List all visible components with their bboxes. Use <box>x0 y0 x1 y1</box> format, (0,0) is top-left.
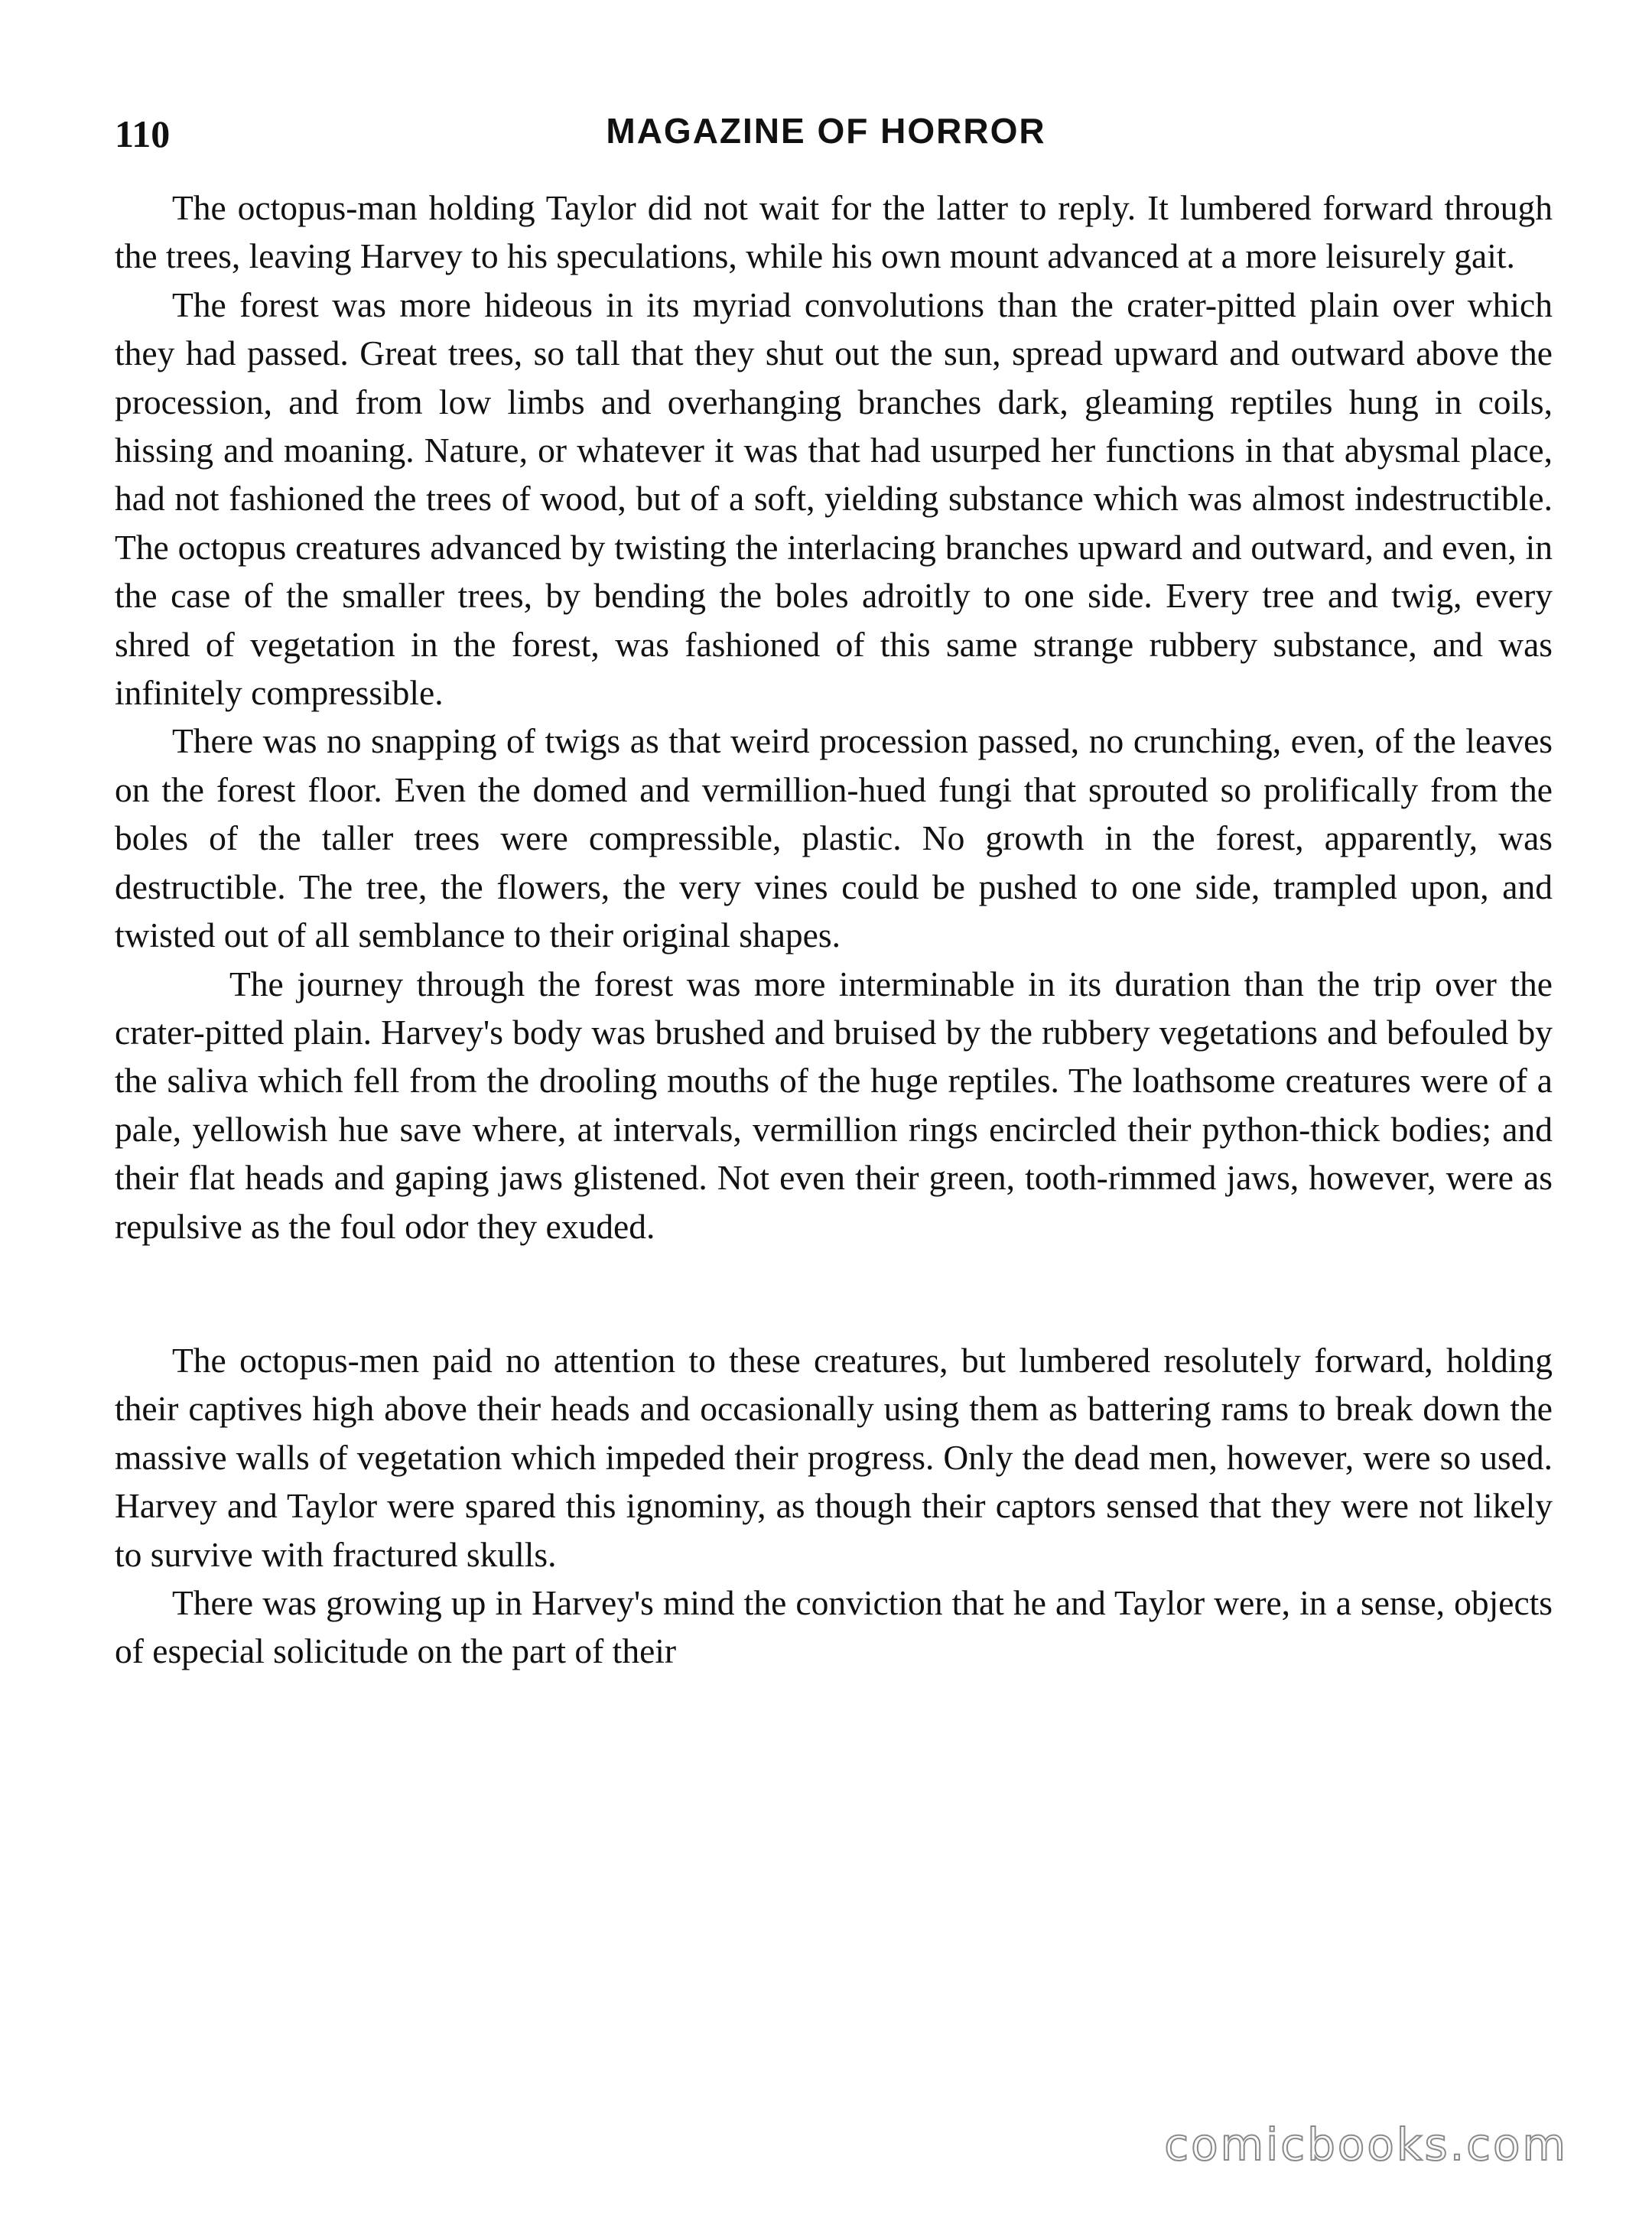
paragraph-1: The octopus-man holding Taylor did not wait for the latter to reply. It lumbered forward through the trees, leaving Harvey to his speculations, while his own mount advanced at a more leisurely gait. <box>115 188 1553 276</box>
paragraph-3: There was no snapping of twigs as that weird procession passed, no crunching, even, of the leaves on the forest floor. Even the domed and vermillion-hued fungi that sprouted so prolifically from the boles of the taller trees were compressible, plastic. No growth in the forest, apparently, was destructible. The tree, the flowers, the very vines could be pushed to one side, trampled upon, and twisted out of all semblance to their original shapes. <box>115 721 1553 955</box>
paragraph-4: The journey through the forest was more interminable in its duration than the trip over the crater-pitted plain. Harvey's body was brushed and bruised by the rubbery vegetations and befouled by the saliva which fell from the drooling mouths of the huge reptiles. The loathsome creatures were of a pale, yellowish hue save where, at intervals, vermillion rings encircled their python-thick bodies; and their flat heads and gaping jaws glistened. Not even their green, tooth-rimmed jaws, however, were as repulsive as the foul odor they exuded. <box>115 964 1553 1246</box>
paragraph-2: The forest was more hideous in its myriad convolutions than the crater-pitted plain over which they had passed. Great trees, so tall that they shut out the sun, spread upward and outward above the procession, and from low limbs and overhanging branches dark, gleaming reptiles hung in coils, hissing and moaning. Nature, or whatever it was that had usurped her functions in that abysmal place, had not fashioned the trees of wood, but of a soft, yielding substance which was almost indestructible. The octopus creatures advanced by twisting the interlacing branches upward and outward, and even, in the case of the smaller trees, by bending the boles adroitly to one side. Every tree and twig, every shred of vegetation in the forest, was fashioned of this same strange rubbery substance, and was infinitely compressible. <box>115 285 1553 713</box>
running-title: MAGAZINE OF HORROR <box>606 111 1046 151</box>
watermark-logo: comicbooks.com <box>1164 2119 1568 2171</box>
page-number: 110 <box>115 112 171 155</box>
article-body <box>115 184 1553 1676</box>
paragraph-5: The octopus-men paid no attention to these creatures, but lumbered resolutely forward, holding their captives high above their heads and occasionally using them as battering rams to break down the massive walls of vegetation which impeded their progress. Only the dead men, however, were so used. Harvey and Taylor were spared this ignominy, as though their captors sensed that they were not likely to survive with fractured skulls. <box>115 1340 1553 1574</box>
paragraph-6: There was growing up in Harvey's mind the conviction that he and Taylor were, in a sense, objects of especial solicitude on the part of their <box>115 1582 1553 1671</box>
